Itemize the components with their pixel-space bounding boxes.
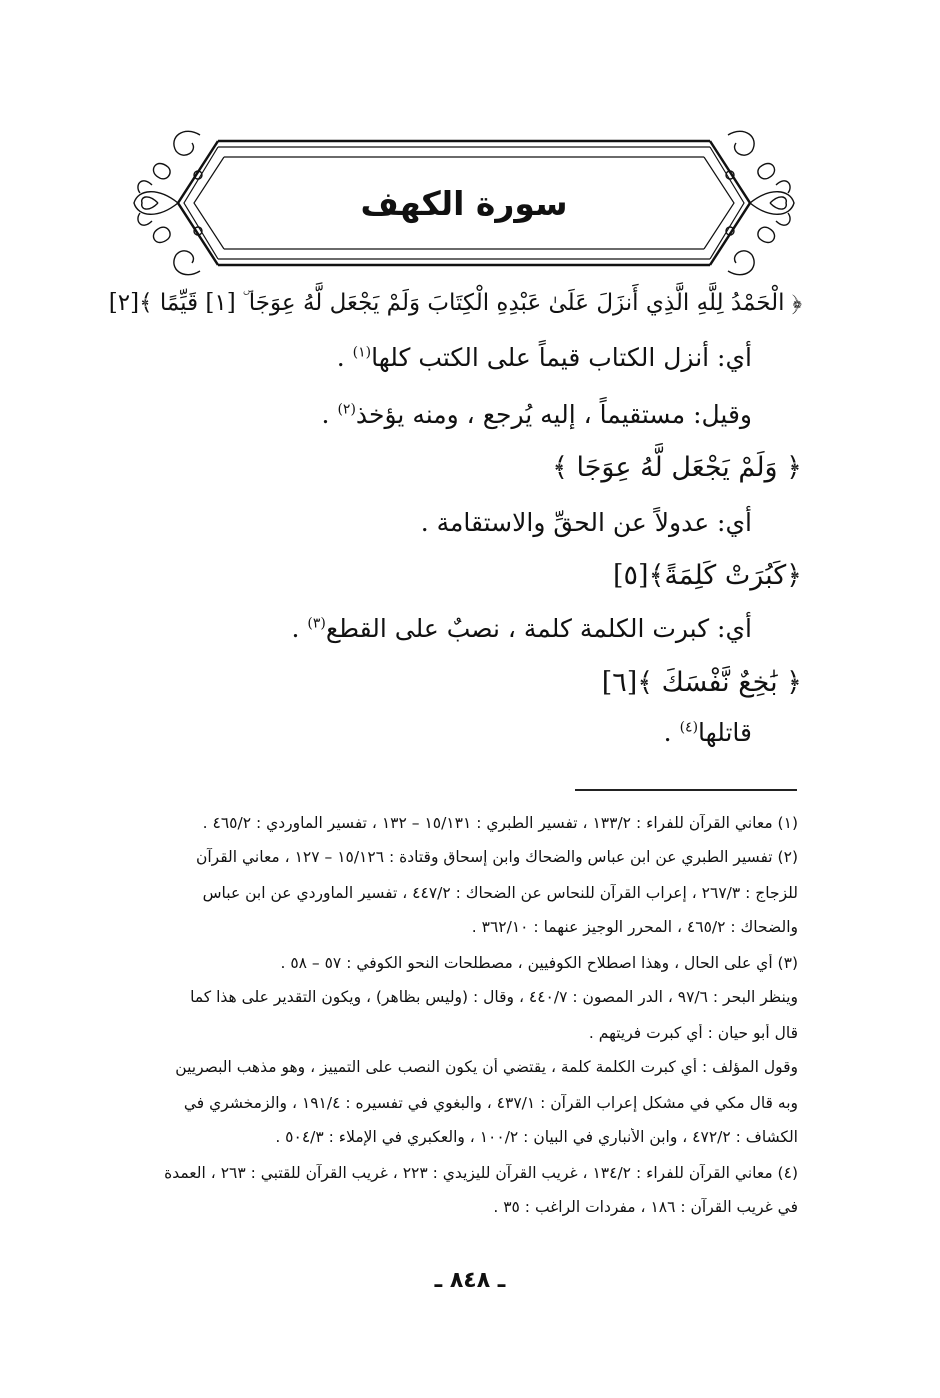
end-dot: . bbox=[663, 718, 680, 747]
footnote-line: وبه قال مكي في مشكل إعراب القرآن : ٤٣٧/١ ، والبغوي في تفسيره : ١٩١/٤ ، والزمخشري في bbox=[183, 1094, 798, 1112]
tafsir-line-2 bbox=[322, 400, 752, 429]
tafsir-line-1 bbox=[337, 343, 752, 372]
verse-line-2: ﴿ وَلَمْ يَجْعَل لَّهُ عِوَجَا ﴾ bbox=[552, 452, 802, 483]
footnote-line: (١) معاني القرآن للفراء : ١٣٣/٢ ، تفسير الطبري : ١٥/١٣١ – ١٣٢ ، تفسير الماوردي : ٤٦٥/٢ . bbox=[202, 814, 798, 832]
tafsir-text: قاتلها bbox=[698, 718, 752, 747]
footnote-line: وقول المؤلف : أي كبرت الكلمة كلمة ، يقتضي أن يكون النصب على التمييز ، وهو مذهب البصريين bbox=[175, 1058, 798, 1076]
tafsir-text: أي: كبرت الكلمة كلمة ، نصبٌ على القطع bbox=[325, 614, 752, 643]
tafsir-line-3: أي: عدولاً عن الحقِّ والاستقامة . bbox=[420, 508, 752, 537]
footnote-line: (٣) أي على الحال ، وهذا اصطلاح الكوفيين ، مصطلحات النحو الكوفي : ٥٧ – ٥٨ . bbox=[280, 954, 798, 972]
surah-title: سورة الكهف bbox=[360, 184, 568, 223]
tafsir-text: وقيل: مستقيماً ، إليه يُرجع ، ومنه يؤخذ bbox=[355, 400, 752, 429]
page-number: ـ ٨٤٨ ـ bbox=[434, 1268, 506, 1293]
footnote-line: (٤) معاني القرآن للفراء : ١٣٤/٢ ، غريب القرآن لليزيدي : ٢٢٣ ، غريب القرآن للقتبي : ٢٦٣ ، العمدة bbox=[164, 1164, 798, 1182]
verse-line-4: ﴿ بَٰخِعٌ نَّفْسَكَ ﴾[٦] bbox=[601, 667, 802, 698]
footnote-marker: (٣) bbox=[307, 615, 326, 632]
tafsir-line-4 bbox=[291, 614, 752, 643]
footnote-marker: (١) bbox=[352, 344, 372, 361]
footnote-separator bbox=[575, 789, 797, 791]
footnote-marker: (٢) bbox=[337, 401, 356, 418]
verse-line-1: ﴿ الْحَمْدُ لِلَّهِ الَّذِي أَنزَلَ عَلَىٰ عَبْدِهِ الْكِتَابَ وَلَمْ يَجْعَل لَّهُ عِوَجَا ۜ [١] قَيِّمًا ﴾[٢] bbox=[108, 290, 802, 316]
footnote-line: للزجاج : ٢٦٧/٣ ، إعراب القرآن للنحاس عن الضحاك : ٤٤٧/٢ ، تفسير الماوردي عن ابن عباس bbox=[202, 884, 798, 902]
footnote-line: (٢) تفسير الطبري عن ابن عباس والضحاك وابن إسحاق وقتادة : ١٥/١٢٦ – ١٢٧ ، معاني القرآن bbox=[195, 848, 798, 866]
footnote-line: قال أبو حيان : أي كبرت فريتهم . bbox=[588, 1024, 798, 1042]
end-dot: . bbox=[291, 614, 308, 643]
footnote-line: الكشاف : ٤٧٢/٢ ، وابن الأنباري في البيان : ١٠٠/٢ ، والعكبري في الإملاء : ٥٠٤/٣ . bbox=[275, 1128, 798, 1146]
verse-line-3: ﴿كَبُرَتْ كَلِمَةً﴾[٥] bbox=[612, 560, 802, 591]
footnote-line: في غريب القرآن : ١٨٦ ، مفردات الراغب : ٣٥ . bbox=[493, 1198, 798, 1216]
surah-header-frame bbox=[128, 127, 800, 277]
tafsir-text: أي: أنزل الكتاب قيماً على الكتب كلها bbox=[371, 343, 752, 372]
footnote-marker: (٤) bbox=[679, 719, 699, 736]
end-dot: . bbox=[321, 400, 338, 429]
footnote-line: وينظر البحر : ٩٧/٦ ، الدر المصون : ٤٤٠/٧ ، وقال : (وليس بظاهر) ، ويكون التقدير على هذا كما bbox=[190, 988, 798, 1006]
footnote-line: والضحاك : ٤٦٥/٢ ، المحرر الوجيز عنهما : ٣٦٢/١٠ . bbox=[471, 918, 798, 936]
tafsir-line-5 bbox=[664, 718, 752, 747]
end-dot: . bbox=[336, 343, 353, 372]
